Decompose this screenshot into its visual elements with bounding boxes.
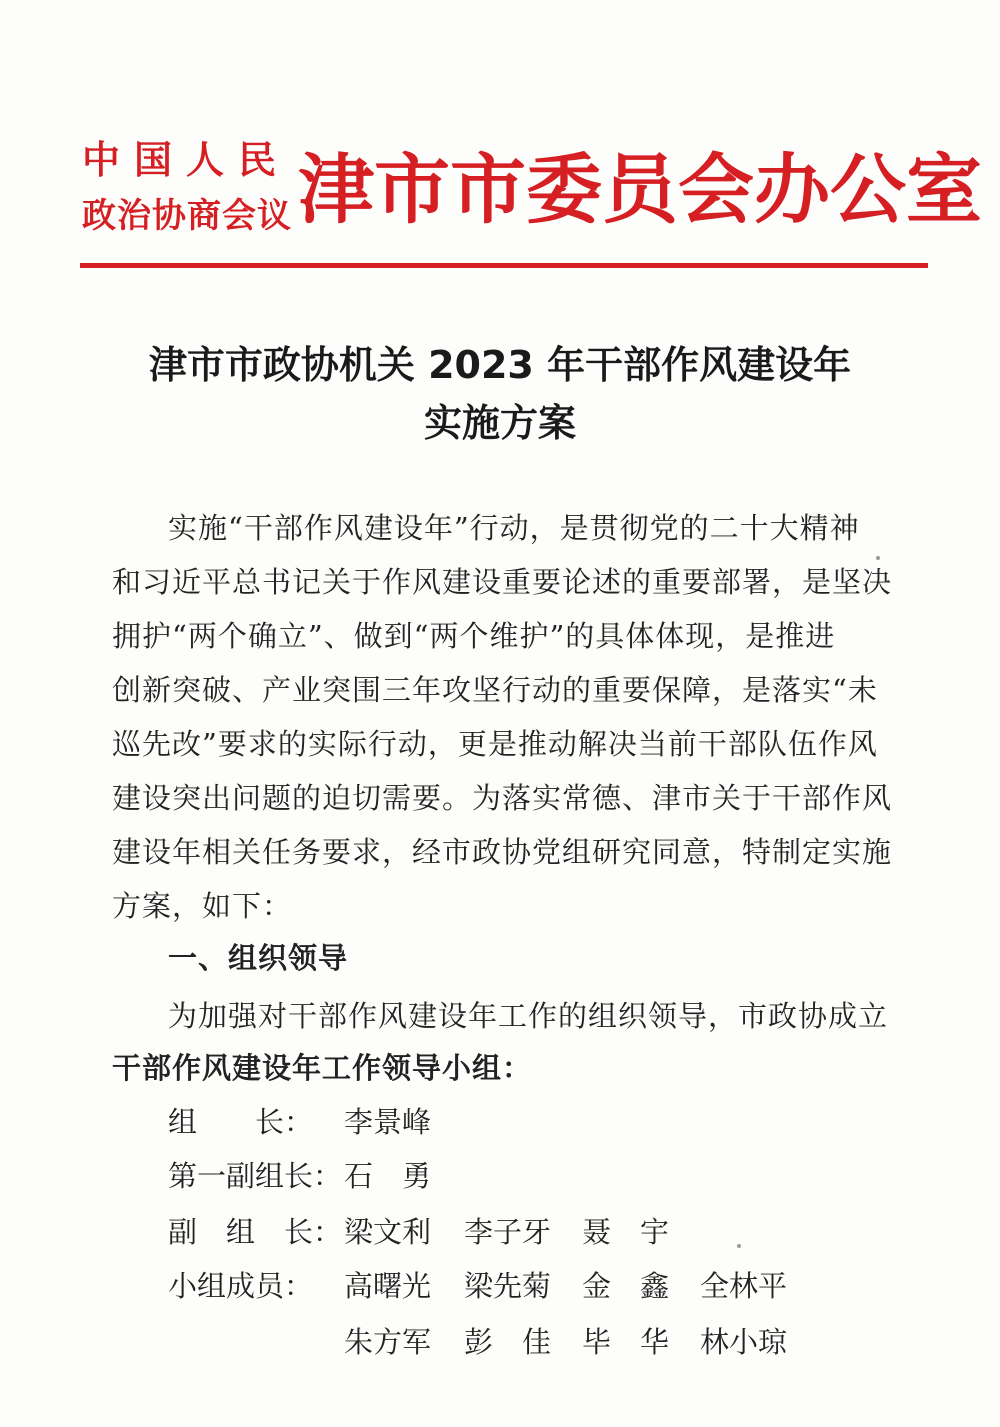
document-title-line2: 实施方案 bbox=[423, 401, 576, 445]
section-text-line: 为加强对干部作风建设年工作的组织领导，市政协成立 bbox=[168, 999, 889, 1033]
scan-speck bbox=[737, 1244, 741, 1248]
deputy-label: 副 组 长： bbox=[168, 1215, 343, 1249]
deputy-name: 李子牙 bbox=[464, 1215, 552, 1249]
paragraph-line: 和习近平总书记关于作风建设重要论述的重要部署，是坚决 bbox=[112, 565, 893, 599]
member-name: 朱方军 bbox=[344, 1325, 432, 1359]
member-name: 林小琼 bbox=[700, 1325, 788, 1359]
deputy-name: 聂 宇 bbox=[582, 1215, 670, 1249]
leader-name: 李景峰 bbox=[344, 1105, 432, 1139]
paragraph-line: 建设突出问题的迫切需要。为落实常德、津市关于干部作风 bbox=[112, 781, 893, 815]
letterhead-org-line1: 中国人民 bbox=[82, 138, 291, 182]
member-name: 毕 华 bbox=[582, 1325, 670, 1359]
first-deputy-name: 石 勇 bbox=[344, 1159, 432, 1193]
document-title-line1: 津市市政协机关 2023 年干部作风建设年 bbox=[148, 343, 852, 387]
letterhead-org-line2: 政治协商会议 bbox=[82, 196, 292, 236]
member-name: 全林平 bbox=[700, 1269, 788, 1303]
paragraph-line: 拥护“两个确立”、做到“两个维护”的具体体现，是推进 bbox=[112, 619, 836, 653]
member-name: 彭 佳 bbox=[464, 1325, 552, 1359]
paragraph-line: 实施“干部作风建设年”行动，是贯彻党的二十大精神 bbox=[168, 511, 860, 545]
paragraph-line: 巡先改”要求的实际行动，更是推动解决当前干部队伍作风 bbox=[112, 727, 878, 761]
section-text-line-bold: 干部作风建设年工作领导小组： bbox=[112, 1051, 533, 1085]
paragraph-line: 创新突破、产业突围三年攻坚行动的重要保障，是落实“未 bbox=[112, 673, 878, 707]
leader-label: 组 长： bbox=[168, 1105, 314, 1139]
member-name: 高曙光 bbox=[344, 1269, 432, 1303]
letterhead-red-rule bbox=[80, 263, 928, 268]
deputy-name: 梁文利 bbox=[344, 1215, 432, 1249]
scan-speck bbox=[876, 556, 880, 560]
first-deputy-label: 第一副组长： bbox=[168, 1159, 343, 1193]
members-label: 小组成员： bbox=[168, 1269, 314, 1303]
paragraph-line: 建设年相关任务要求，经市政协党组研究同意，特制定实施 bbox=[112, 835, 893, 869]
letterhead-office-name: 津市市委员会办公室 bbox=[298, 145, 982, 234]
member-name: 金 鑫 bbox=[582, 1269, 670, 1303]
paragraph-line: 方案，如下： bbox=[112, 889, 293, 923]
member-name: 梁先菊 bbox=[464, 1269, 552, 1303]
section-heading: 一、组织领导 bbox=[168, 941, 349, 975]
